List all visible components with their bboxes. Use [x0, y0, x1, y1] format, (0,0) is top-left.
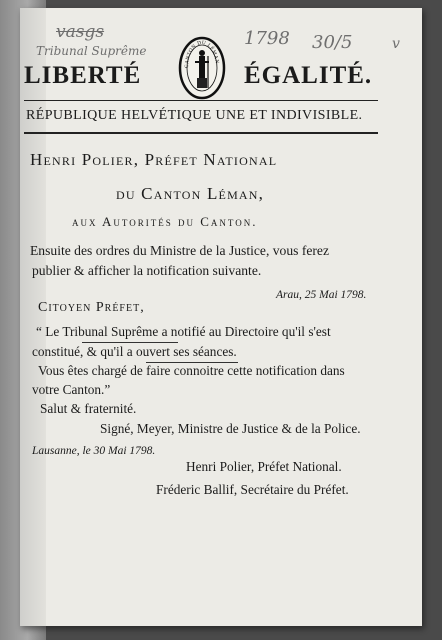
header-rule-bottom — [24, 132, 378, 134]
republic-line: RÉPUBLIQUE HELVÉTIQUE UNE ET INDIVISIBLE. — [26, 108, 363, 123]
underline-ouvert — [146, 362, 238, 363]
pencil-year: 1798 — [244, 28, 290, 49]
signature-polier: Henri Polier, Préfet National. — [186, 459, 342, 474]
signed-meyer: Signé, Meyer, Ministre de Justice & de la Police. — [100, 421, 361, 436]
paragraph-1-line-1: Ensuite des ordres du Ministre de la Justice, vous ferez — [30, 243, 329, 258]
salut-fraternite: Salut & fraternité. — [40, 401, 137, 416]
header-rule-top — [24, 100, 378, 101]
pencil-note-top-left-2: Tribunal Suprême — [36, 44, 147, 58]
seal-ring-text: CANTON DU LÉMAN — [183, 39, 220, 69]
motto-egalite: ÉGALITÉ. — [244, 62, 373, 89]
canton-seal-icon — [178, 36, 226, 100]
pencil-mark: v — [392, 36, 400, 52]
paragraph-1-line-2: publier & afficher la notification suivante. — [32, 263, 262, 278]
quote-line-3: Vous êtes chargé de faire connoitre cette notification dans — [38, 363, 345, 378]
motto-liberte: LIBERTÉ — [24, 62, 142, 89]
title-line-3: aux Autorités du Canton. — [72, 214, 258, 229]
dateline-arau: Arau, 25 Mai 1798. — [276, 289, 367, 301]
place-date-lausanne: Lausanne, le 30 Mai 1798. — [32, 445, 156, 457]
pencil-note-top-left: vasgs — [56, 22, 105, 42]
quote-line-1: “ Le Tribunal Suprême a notifié au Directoire qu'il s'est — [36, 324, 331, 339]
title-line-1: Henri Polier, Préfet National — [30, 150, 278, 169]
underline-tribunal — [82, 342, 178, 343]
salutation: Citoyen Préfet, — [38, 300, 145, 315]
quote-line-2: constitué, & qu'il a ouvert ses séances. — [32, 344, 237, 359]
pencil-reference: 30/5 — [312, 32, 353, 53]
title-line-2: du Canton Léman, — [116, 184, 265, 203]
quote-line-4: votre Canton.” — [32, 382, 111, 397]
signature-ballif: Fréderic Ballif, Secrétaire du Préfet. — [156, 482, 349, 497]
